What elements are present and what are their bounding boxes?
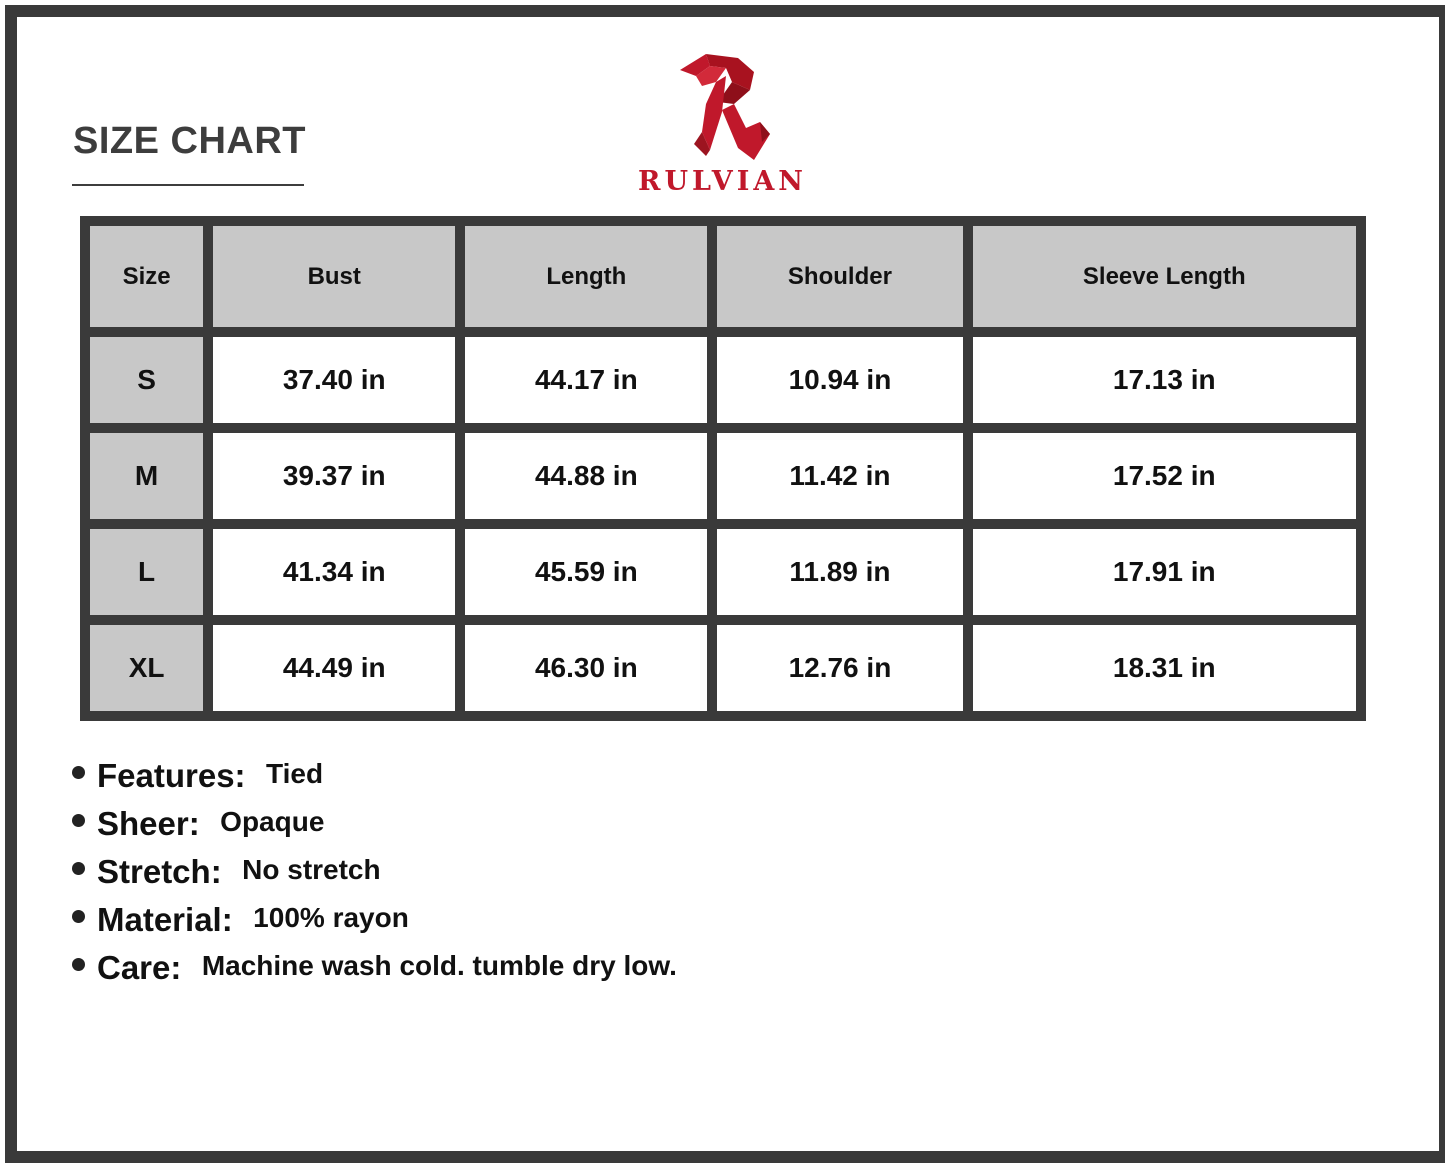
table-row <box>90 625 1356 711</box>
size-cell: S <box>90 337 203 423</box>
feature-label: Stretch: <box>97 853 222 890</box>
feature-label: Material: <box>97 901 233 938</box>
shoulder-cell: 12.76 in <box>717 625 962 711</box>
bullet-dot-icon <box>72 766 85 779</box>
bullet-dot-icon <box>72 910 85 923</box>
list-item <box>72 752 677 800</box>
list-item <box>72 800 677 848</box>
column-header-shoulder: Shoulder <box>717 226 962 327</box>
feature-label: Care: <box>97 949 182 986</box>
sleeve-length-cell: 17.13 in <box>973 337 1357 423</box>
list-item <box>72 944 677 992</box>
table-header-row <box>90 226 1356 327</box>
features-list <box>72 752 677 992</box>
size-cell: L <box>90 529 203 615</box>
table-row <box>90 529 1356 615</box>
bust-cell: 44.49 in <box>213 625 455 711</box>
feature-value: Machine wash cold. tumble dry low. <box>201 950 677 981</box>
bullet-dot-icon <box>72 814 85 827</box>
table-row <box>90 433 1356 519</box>
size-cell: M <box>90 433 203 519</box>
bust-cell: 39.37 in <box>213 433 455 519</box>
length-cell: 45.59 in <box>465 529 707 615</box>
feature-value: Opaque <box>220 806 325 837</box>
size-table <box>80 216 1366 721</box>
sleeve-length-cell: 18.31 in <box>973 625 1357 711</box>
shoulder-cell: 11.89 in <box>717 529 962 615</box>
list-item <box>72 896 677 944</box>
feature-value: Tied <box>266 758 324 789</box>
length-cell: 44.88 in <box>465 433 707 519</box>
list-item <box>72 848 677 896</box>
size-cell: XL <box>90 625 203 711</box>
length-cell: 44.17 in <box>465 337 707 423</box>
bullet-dot-icon <box>72 862 85 875</box>
brand-name: RULVIAN <box>638 166 807 197</box>
column-header-length: Length <box>465 226 707 327</box>
shoulder-cell: 11.42 in <box>717 433 962 519</box>
sleeve-length-cell: 17.52 in <box>973 433 1357 519</box>
brand-logo <box>620 50 825 200</box>
table-row <box>90 337 1356 423</box>
column-header-sleeve-length: Sleeve Length <box>973 226 1357 327</box>
bullet-dot-icon <box>72 958 85 971</box>
sleeve-length-cell: 17.91 in <box>973 529 1357 615</box>
column-header-size: Size <box>90 226 203 327</box>
brand-logo-r-icon <box>676 52 772 160</box>
shoulder-cell: 10.94 in <box>717 337 962 423</box>
bust-cell: 41.34 in <box>213 529 455 615</box>
column-header-bust: Bust <box>213 226 455 327</box>
feature-label: Sheer: <box>97 805 200 842</box>
feature-value: 100% rayon <box>253 902 409 933</box>
feature-label: Features: <box>97 757 246 794</box>
feature-value: No stretch <box>242 854 381 885</box>
bust-cell: 37.40 in <box>213 337 455 423</box>
length-cell: 46.30 in <box>465 625 707 711</box>
page-title: SIZE CHART <box>73 120 306 162</box>
title-underline <box>72 184 304 186</box>
